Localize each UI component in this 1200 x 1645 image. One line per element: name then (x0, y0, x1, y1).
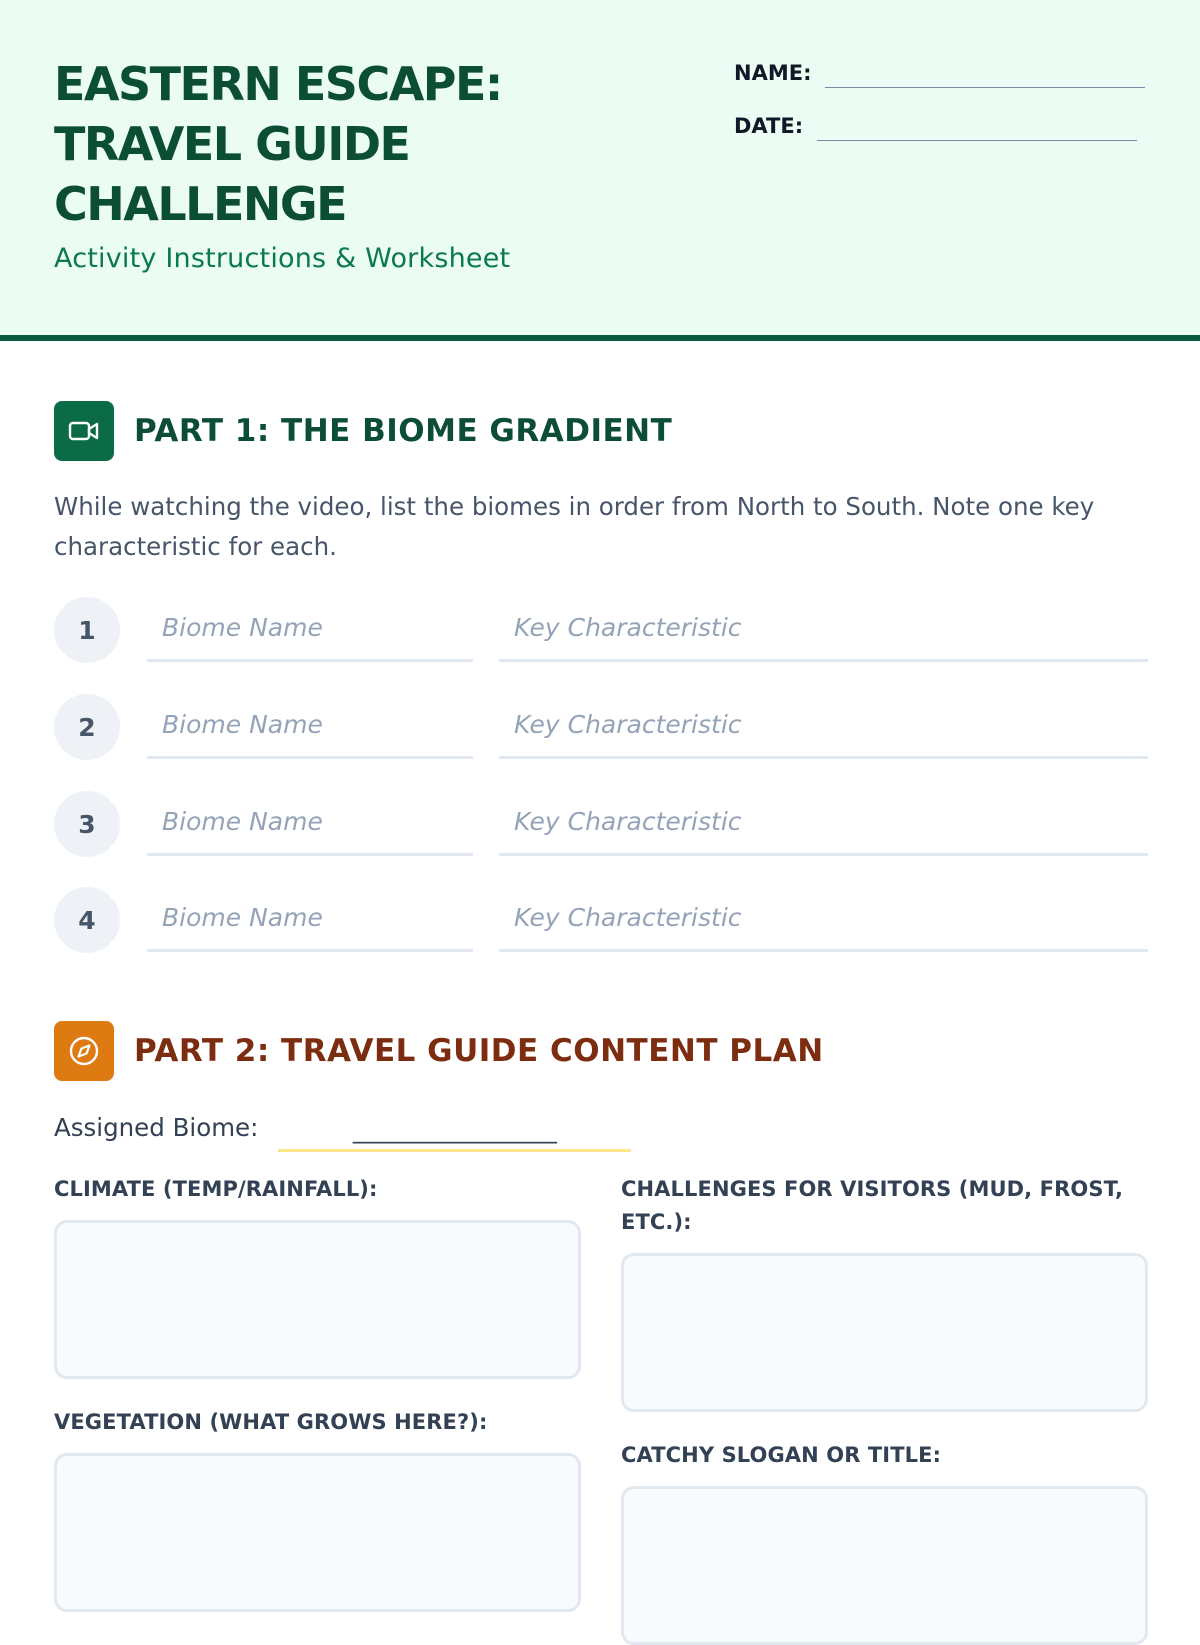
row-number-badge: 3 (54, 791, 120, 857)
biome-name-input[interactable] (147, 693, 473, 759)
assigned-biome-field (54, 1110, 631, 1152)
title-line: EASTERN ESCAPE: (54, 57, 502, 111)
vegetation-label: VEGETATION (WHAT GROWS HERE?): (54, 1410, 488, 1434)
part1-title: PART 1: THE BIOME GRADIENT (134, 413, 673, 449)
date-input-line[interactable] (817, 140, 1137, 141)
assigned-biome-input[interactable] (278, 1110, 631, 1152)
date-label: DATE: (734, 114, 804, 138)
row-number-badge: 1 (54, 597, 120, 663)
key-characteristic-input[interactable] (499, 790, 1148, 856)
slogan-textarea[interactable] (621, 1486, 1148, 1645)
part1-heading (54, 401, 672, 461)
date-field (734, 113, 1137, 139)
worksheet-header (0, 0, 1200, 341)
key-characteristic-input[interactable] (499, 693, 1148, 759)
biome-row (54, 886, 1148, 956)
biome-name-input[interactable] (147, 886, 473, 952)
worksheet-title (54, 54, 654, 234)
biome-row (54, 790, 1148, 860)
row-number-badge: 4 (54, 887, 120, 953)
vegetation-textarea[interactable] (54, 1453, 581, 1612)
key-characteristic-input[interactable] (499, 596, 1148, 662)
slogan-label: CATCHY SLOGAN OR TITLE: (621, 1443, 942, 1467)
challenges-block (621, 1173, 1148, 1412)
name-input-line[interactable] (825, 87, 1145, 88)
name-field (734, 60, 1145, 86)
slogan-block (621, 1439, 1148, 1645)
assigned-biome-label: Assigned Biome: (54, 1113, 259, 1142)
row-number-badge: 2 (54, 694, 120, 760)
name-label: NAME: (734, 61, 812, 85)
key-characteristic-input[interactable] (499, 886, 1148, 952)
biome-name-input[interactable] (147, 790, 473, 856)
vegetation-block (54, 1406, 581, 1612)
part2-title: PART 2: TRAVEL GUIDE CONTENT PLAN (134, 1033, 824, 1069)
title-line: CHALLENGE (54, 177, 347, 231)
biome-row (54, 596, 1148, 666)
part1-instructions: While watching the video, list the biomes in order from North to South. Note one key characteristic for each. (54, 492, 1095, 561)
climate-textarea[interactable] (54, 1220, 581, 1379)
challenges-textarea[interactable] (621, 1253, 1148, 1412)
climate-label: CLIMATE (TEMP/RAINFALL): (54, 1177, 378, 1201)
climate-block (54, 1173, 581, 1379)
worksheet-subtitle: Activity Instructions & Worksheet (54, 243, 511, 274)
video-camera-icon (54, 401, 114, 461)
compass-icon (54, 1021, 114, 1081)
title-line: TRAVEL GUIDE (54, 117, 410, 171)
biome-row (54, 693, 1148, 763)
challenges-label: CHALLENGES FOR VISITORS (MUD, FROST, ETC.): (621, 1177, 1124, 1234)
biome-name-input[interactable] (147, 596, 473, 662)
part2-heading (54, 1021, 824, 1081)
